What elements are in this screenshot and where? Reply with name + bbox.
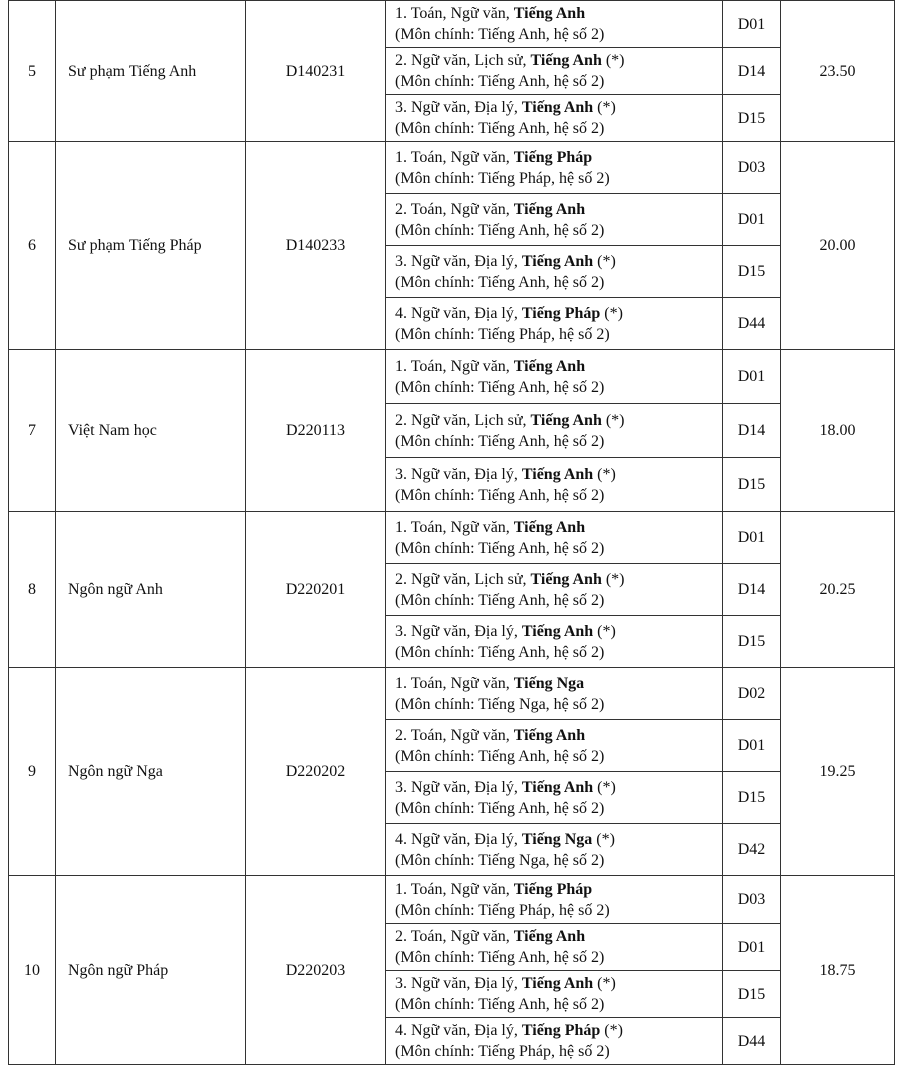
main-subject-bold: Tiếng Anh — [513, 200, 586, 218]
main-subject-note: (Môn chính: Tiếng Pháp, hệ số 2) — [395, 901, 610, 919]
subject-combination — [386, 971, 723, 1018]
combination-subjects — [395, 517, 722, 538]
cutoff-score: 20.00 — [781, 142, 895, 350]
combination-subjects — [395, 973, 722, 994]
subject-combination — [386, 616, 723, 668]
main-subject-bold: Tiếng Anh — [513, 518, 586, 536]
cutoff-score: 18.00 — [781, 350, 895, 512]
cutoff-score: 19.25 — [781, 668, 895, 876]
main-subject-bold: Tiếng Nga — [513, 674, 585, 692]
main-subject-bold: Tiếng Anh — [513, 928, 586, 945]
combination-subjects — [395, 926, 722, 947]
subject-combination — [386, 1, 723, 48]
main-subject-note: (Môn chính: Tiếng Anh, hệ số 2) — [395, 747, 605, 765]
main-subject-note: (Môn chính: Tiếng Anh, hệ số 2) — [395, 73, 605, 90]
combination-subjects — [395, 199, 722, 220]
combination-subjects-text: 2. Toán, Ngữ văn, — [395, 200, 514, 218]
combination-note: (*) — [593, 465, 616, 483]
main-subject-bold: Tiếng Anh — [521, 99, 594, 116]
combination-subjects-text: 2. Toán, Ngữ văn, — [395, 726, 514, 744]
combination-code: D14 — [723, 564, 781, 616]
main-subject-bold: Tiếng Anh — [513, 357, 586, 375]
combination-subjects — [395, 777, 722, 798]
combination-subjects-text: 3. Ngữ văn, Địa lý, — [395, 778, 522, 796]
major-name: Việt Nam học — [56, 350, 246, 512]
major-code: D140233 — [246, 142, 386, 350]
combination-subjects — [395, 464, 722, 485]
main-subject-bold: Tiếng Anh — [530, 411, 602, 429]
main-subject-bold: Tiếng Anh — [521, 252, 594, 270]
admission-score-table — [8, 0, 895, 1065]
combination-note: (*) — [593, 975, 616, 992]
combination-code: D15 — [723, 458, 781, 512]
combination-subjects-text: 1. Toán, Ngữ văn, — [395, 880, 514, 898]
main-subject-note: (Môn chính: Tiếng Anh, hệ số 2) — [395, 539, 605, 557]
main-subject-bold: Tiếng Anh — [521, 975, 594, 992]
combination-note: (*) — [601, 570, 625, 588]
combination-code: D03 — [723, 876, 781, 924]
row-number: 10 — [9, 876, 56, 1065]
table-row — [9, 1, 895, 48]
combination-code: D42 — [723, 824, 781, 876]
major-code: D220201 — [246, 512, 386, 668]
combination-subjects-text: 2. Toán, Ngữ văn, — [395, 928, 514, 945]
subject-combination — [386, 48, 723, 95]
combination-subjects — [395, 3, 722, 24]
main-subject-note: (Môn chính: Tiếng Pháp, hệ số 2) — [395, 169, 610, 187]
combination-subjects — [395, 569, 722, 590]
main-subject-bold: Tiếng Anh — [521, 622, 594, 640]
major-name: Ngôn ngữ Pháp — [56, 876, 246, 1065]
main-subject-note: (Môn chính: Tiếng Anh, hệ số 2) — [395, 221, 605, 239]
table-row — [9, 876, 895, 924]
main-subject-note: (Môn chính: Tiếng Anh, hệ số 2) — [395, 26, 605, 43]
combination-code: D15 — [723, 246, 781, 298]
combination-subjects-text: 4. Ngữ văn, Địa lý, — [395, 1022, 522, 1039]
subject-combination — [386, 194, 723, 246]
combination-code: D15 — [723, 95, 781, 142]
combination-subjects — [395, 251, 722, 272]
combination-subjects-text: 2. Ngữ văn, Lịch sử, — [395, 411, 531, 429]
major-name: Ngôn ngữ Anh — [56, 512, 246, 668]
combination-note: (*) — [592, 830, 615, 848]
combination-subjects — [395, 725, 722, 746]
combination-subjects-text: 4. Ngữ văn, Địa lý, — [395, 304, 522, 322]
combination-code: D15 — [723, 971, 781, 1018]
cutoff-score: 23.50 — [781, 1, 895, 142]
combination-note: (*) — [601, 411, 625, 429]
subject-combination — [386, 1018, 723, 1065]
combination-subjects — [395, 1020, 722, 1041]
main-subject-note: (Môn chính: Tiếng Anh, hệ số 2) — [395, 996, 605, 1013]
combination-subjects-text: 3. Ngữ văn, Địa lý, — [395, 252, 522, 270]
combination-code: D01 — [723, 194, 781, 246]
row-number: 6 — [9, 142, 56, 350]
cutoff-score: 20.25 — [781, 512, 895, 668]
main-subject-note: (Môn chính: Tiếng Anh, hệ số 2) — [395, 432, 605, 450]
subject-combination — [386, 350, 723, 404]
main-subject-bold: Tiếng Anh — [530, 52, 602, 69]
main-subject-note: (Môn chính: Tiếng Anh, hệ số 2) — [395, 486, 605, 504]
main-subject-bold: Tiếng Pháp — [513, 880, 593, 898]
combination-note: (*) — [600, 1022, 623, 1039]
combination-subjects — [395, 829, 722, 850]
subject-combination — [386, 142, 723, 194]
combination-code: D01 — [723, 512, 781, 564]
combination-subjects-text: 3. Ngữ văn, Địa lý, — [395, 975, 522, 992]
subject-combination — [386, 298, 723, 350]
combination-subjects-text: 2. Ngữ văn, Lịch sử, — [395, 52, 531, 69]
row-number: 5 — [9, 1, 56, 142]
main-subject-bold: Tiếng Nga — [521, 830, 593, 848]
combination-code: D02 — [723, 668, 781, 720]
combination-code: D14 — [723, 48, 781, 95]
table-row — [9, 350, 895, 404]
main-subject-note: (Môn chính: Tiếng Nga, hệ số 2) — [395, 851, 605, 869]
combination-code: D01 — [723, 350, 781, 404]
subject-combination — [386, 404, 723, 458]
subject-combination — [386, 564, 723, 616]
subject-combination — [386, 924, 723, 971]
combination-subjects-text: 4. Ngữ văn, Địa lý, — [395, 830, 522, 848]
main-subject-note: (Môn chính: Tiếng Anh, hệ số 2) — [395, 378, 605, 396]
combination-subjects-text: 2. Ngữ văn, Lịch sử, — [395, 570, 531, 588]
combination-code: D44 — [723, 1018, 781, 1065]
major-name: Sư phạm Tiếng Pháp — [56, 142, 246, 350]
subject-combination — [386, 668, 723, 720]
combination-note: (*) — [600, 304, 623, 322]
subject-combination — [386, 95, 723, 142]
subject-combination — [386, 458, 723, 512]
combination-subjects-text: 1. Toán, Ngữ văn, — [395, 357, 514, 375]
main-subject-bold: Tiếng Anh — [521, 465, 594, 483]
combination-subjects-text: 1. Toán, Ngữ văn, — [395, 518, 514, 536]
table-body — [9, 1, 895, 1065]
main-subject-note: (Môn chính: Tiếng Anh, hệ số 2) — [395, 120, 605, 137]
main-subject-bold: Tiếng Pháp — [521, 1022, 601, 1039]
combination-subjects — [395, 147, 722, 168]
main-subject-bold: Tiếng Pháp — [513, 148, 593, 166]
combination-subjects — [395, 50, 722, 71]
main-subject-note: (Môn chính: Tiếng Nga, hệ số 2) — [395, 695, 605, 713]
combination-note: (*) — [593, 778, 616, 796]
combination-code: D15 — [723, 772, 781, 824]
main-subject-bold: Tiếng Pháp — [521, 304, 601, 322]
combination-subjects — [395, 356, 722, 377]
combination-code: D01 — [723, 924, 781, 971]
combination-subjects-text: 1. Toán, Ngữ văn, — [395, 5, 514, 22]
table-row — [9, 142, 895, 194]
cutoff-score: 18.75 — [781, 876, 895, 1065]
subject-combination — [386, 772, 723, 824]
combination-subjects — [395, 673, 722, 694]
subject-combination — [386, 824, 723, 876]
main-subject-note: (Môn chính: Tiếng Anh, hệ số 2) — [395, 799, 605, 817]
main-subject-note: (Môn chính: Tiếng Anh, hệ số 2) — [395, 273, 605, 291]
major-code: D220113 — [246, 350, 386, 512]
main-subject-note: (Môn chính: Tiếng Pháp, hệ số 2) — [395, 325, 610, 343]
main-subject-note: (Môn chính: Tiếng Anh, hệ số 2) — [395, 591, 605, 609]
combination-code: D03 — [723, 142, 781, 194]
main-subject-note: (Môn chính: Tiếng Pháp, hệ số 2) — [395, 1043, 610, 1060]
combination-subjects-text: 3. Ngữ văn, Địa lý, — [395, 99, 522, 116]
combination-subjects — [395, 879, 722, 900]
table-row — [9, 668, 895, 720]
combination-subjects — [395, 410, 722, 431]
combination-note: (*) — [593, 252, 616, 270]
major-name: Sư phạm Tiếng Anh — [56, 1, 246, 142]
main-subject-note: (Môn chính: Tiếng Anh, hệ số 2) — [395, 643, 605, 661]
row-number: 8 — [9, 512, 56, 668]
combination-code: D01 — [723, 720, 781, 772]
combination-subjects-text: 3. Ngữ văn, Địa lý, — [395, 465, 522, 483]
main-subject-bold: Tiếng Anh — [513, 5, 586, 22]
row-number: 7 — [9, 350, 56, 512]
subject-combination — [386, 720, 723, 772]
combination-note: (*) — [593, 99, 616, 116]
subject-combination — [386, 246, 723, 298]
table-row — [9, 512, 895, 564]
combination-subjects-text: 3. Ngữ văn, Địa lý, — [395, 622, 522, 640]
subject-combination — [386, 512, 723, 564]
major-code: D220203 — [246, 876, 386, 1065]
combination-code: D15 — [723, 616, 781, 668]
combination-code: D14 — [723, 404, 781, 458]
combination-subjects-text: 1. Toán, Ngữ văn, — [395, 674, 514, 692]
main-subject-bold: Tiếng Anh — [530, 570, 602, 588]
major-name: Ngôn ngữ Nga — [56, 668, 246, 876]
combination-subjects — [395, 303, 722, 324]
row-number: 9 — [9, 668, 56, 876]
combination-note: (*) — [601, 52, 625, 69]
main-subject-note: (Môn chính: Tiếng Anh, hệ số 2) — [395, 949, 605, 966]
main-subject-bold: Tiếng Anh — [521, 778, 594, 796]
major-code: D140231 — [246, 1, 386, 142]
combination-code: D01 — [723, 1, 781, 48]
major-code: D220202 — [246, 668, 386, 876]
combination-subjects — [395, 97, 722, 118]
subject-combination — [386, 876, 723, 924]
combination-code: D44 — [723, 298, 781, 350]
main-subject-bold: Tiếng Anh — [513, 726, 586, 744]
combination-subjects — [395, 621, 722, 642]
combination-subjects-text: 1. Toán, Ngữ văn, — [395, 148, 514, 166]
combination-note: (*) — [593, 622, 616, 640]
